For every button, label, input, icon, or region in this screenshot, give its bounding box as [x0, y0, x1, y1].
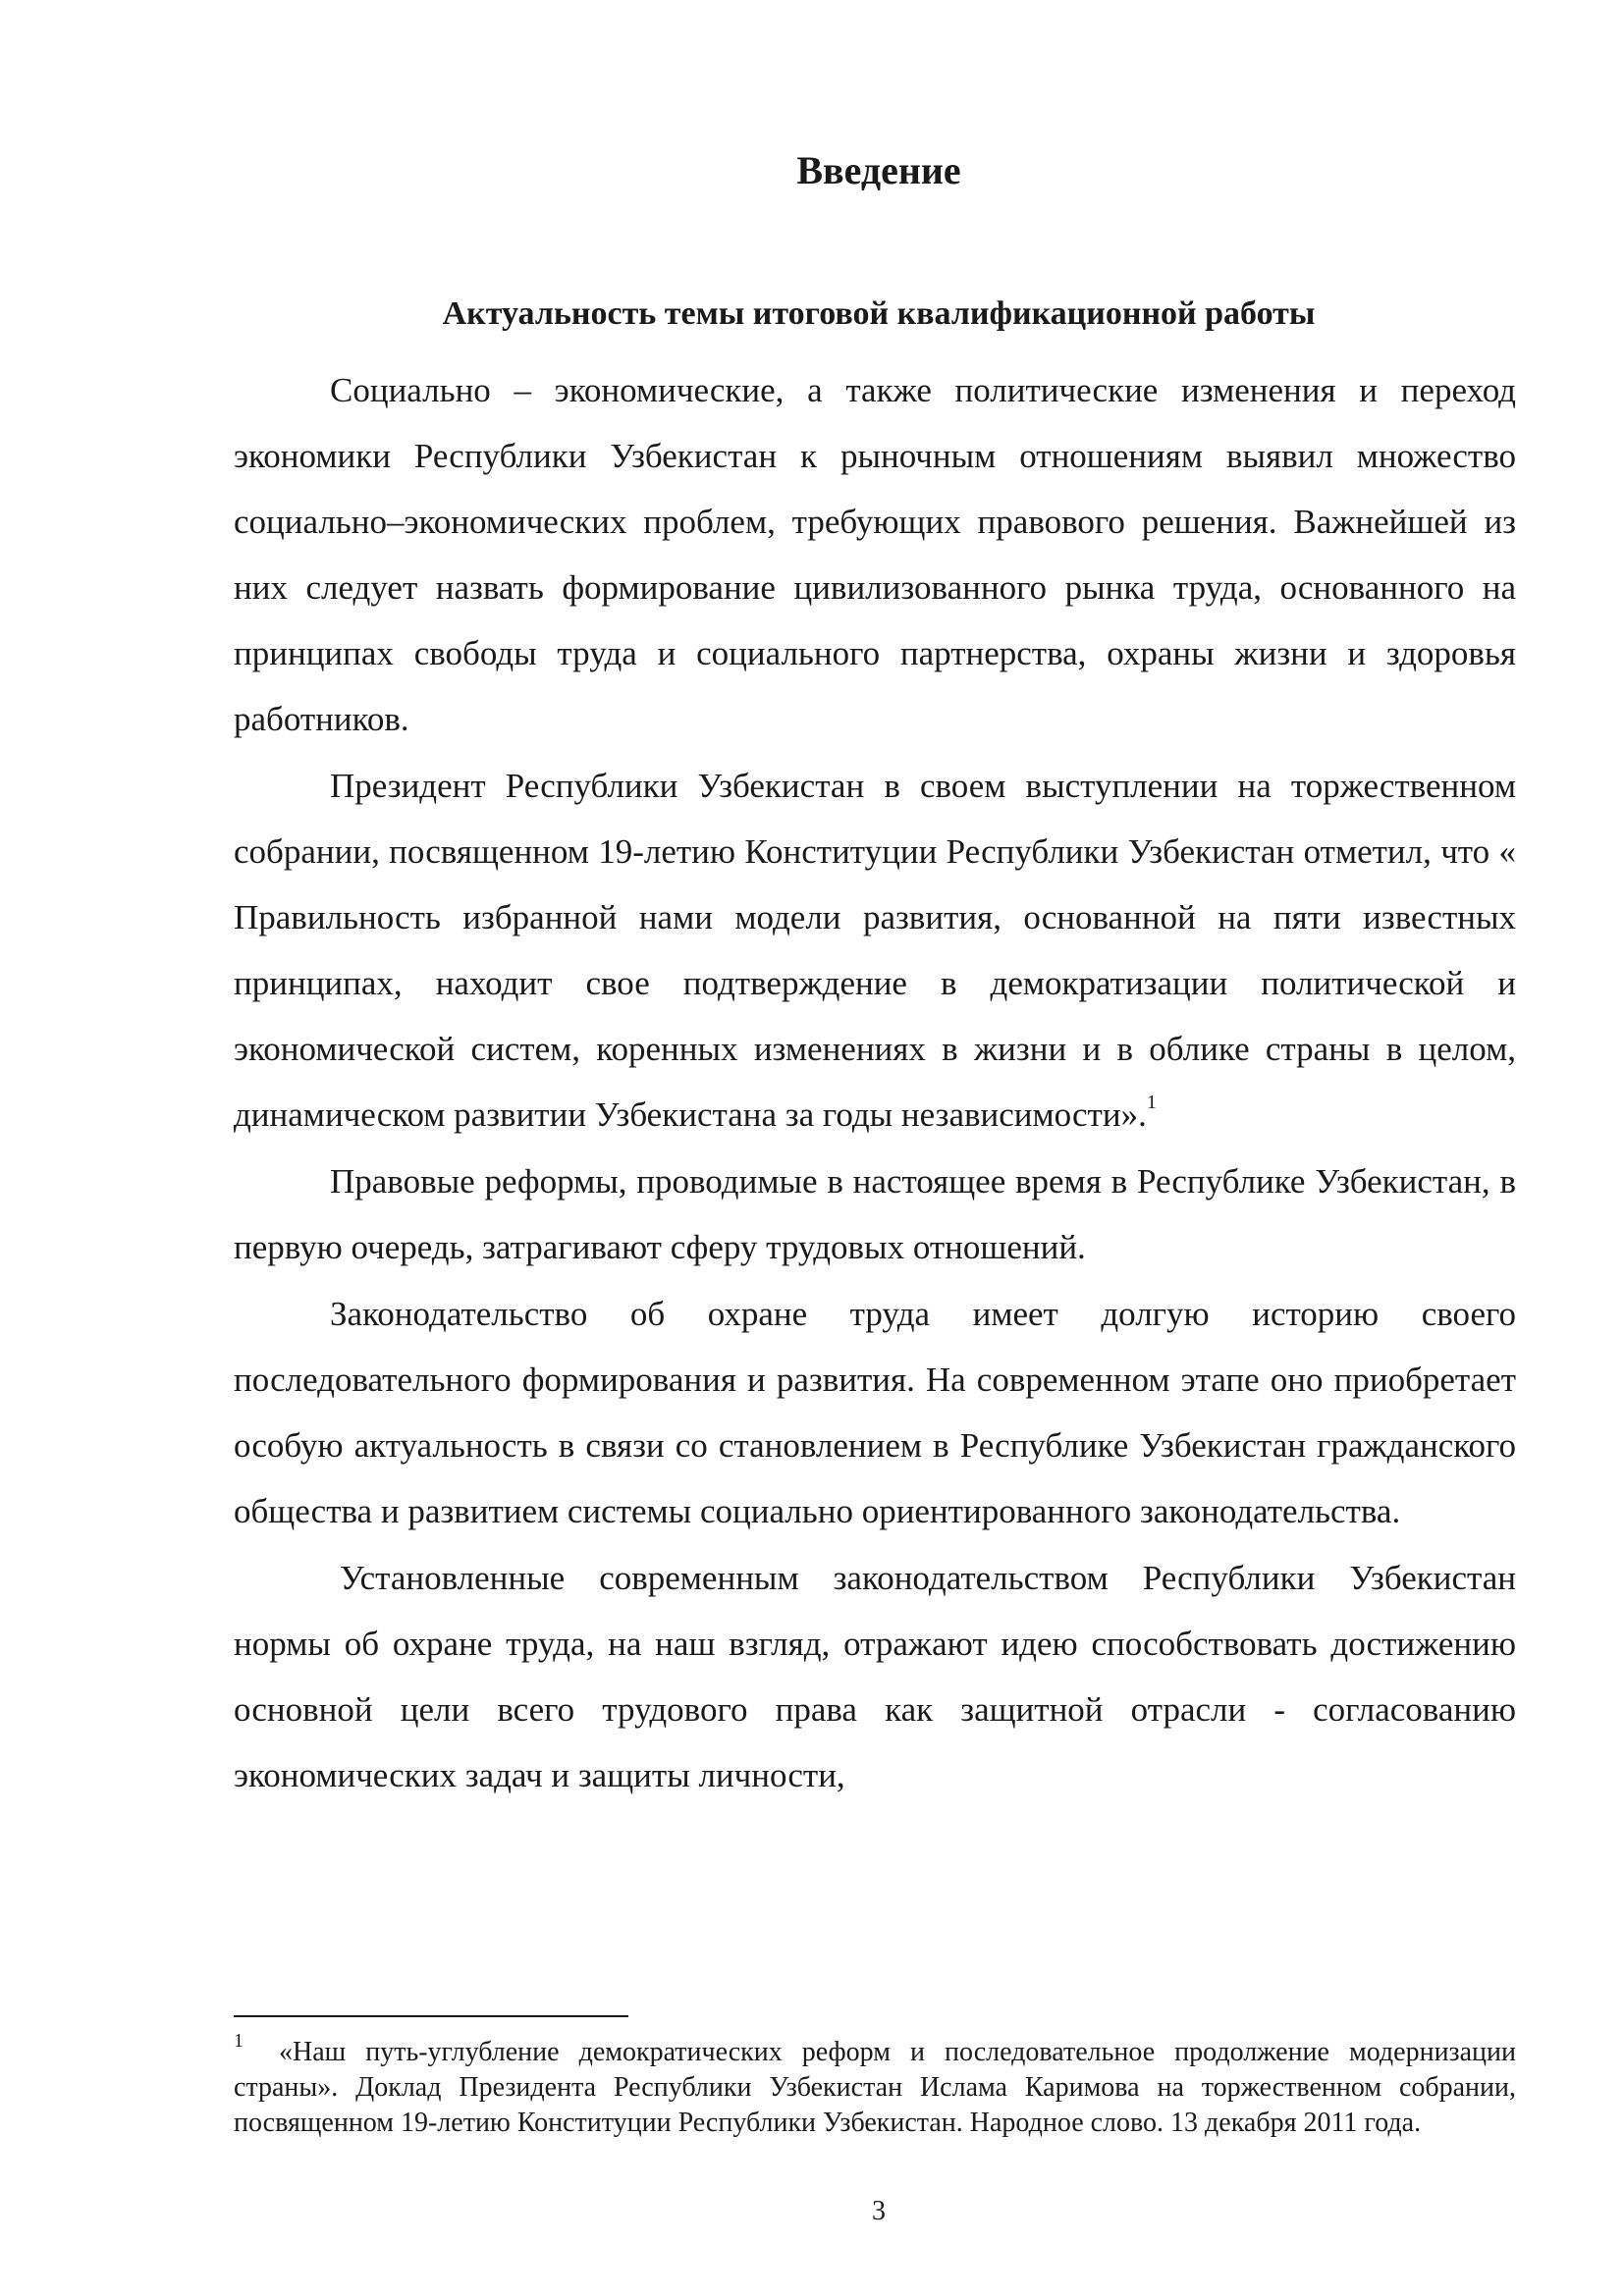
paragraph-2-text: Президент Республики Узбекистан в своем выступлении на торжественном собрании, посвященном 19-летию Конституции Республики Узбекистан отметил, что « Правильность избранной нами модели развития, основанной на пяти известных принципах, находит свое подтверждение в демократизации политической и экономической систем, коренных изменениях в жизни и в облике страны в целом, динамическом развитии Узбекистана за годы независимости».	[234, 767, 1516, 1134]
footnote-reference: 1	[1146, 1092, 1157, 1113]
footnote	[234, 2030, 1516, 2141]
footnote-separator	[234, 2015, 628, 2017]
paragraph-1: Социально – экономические, а также политические изменения и переход экономики Республики Узбекистан к рыночным отношениям выявил множество социально–экономических проблем, требующих правового решения. Важнейшей из них следует назвать формирование цивилизованного рынка труда, основанного на принципах свободы труда и социального партнерства, охраны жизни и здоровья работников.	[234, 371, 1516, 738]
page-number: 3	[872, 2196, 886, 2226]
footnote-entry	[234, 2030, 1516, 2141]
footnote-text: «Наш путь-углубление демократических реформ и последовательное продолжение модернизации страны». Доклад Президента Республики Узбекистан Ислама Каримова на торжественном собрании, посвященном 19-летию Конституции Республики Узбекистан. Народное слово. 13 декабря 2011 года.	[234, 2037, 1516, 2138]
paragraph-4: Законодательство об охране труда имеет долгую историю своего последовательного формирования и развития. На современном этапе оно приобретает особую актуальность в связи со становлением в Республике Узбекистан гражданского общества и развитием системы социально ориентированного законодательства.	[234, 1295, 1516, 1530]
paragraph-2	[234, 753, 1516, 1148]
paragraph-3: Правовые реформы, проводимые в настоящее время в Республике Узбекистан, в первую очередь, затрагивают сферу трудовых отношений.	[234, 1162, 1516, 1266]
section-heading: Актуальность темы итоговой квалификационной работы	[442, 295, 1316, 332]
document-body	[234, 357, 1516, 1808]
paragraph-5: Установленные современным законодательством Республики Узбекистан нормы об охране труда, на наш взгляд, отражают идею способствовать достижению основной цели всего трудового права как защитной отрасли - согласованию экономических задач и защиты личности,	[234, 1559, 1516, 1794]
footnote-marker: 1	[234, 2030, 244, 2052]
page-title: Введение	[796, 148, 961, 192]
